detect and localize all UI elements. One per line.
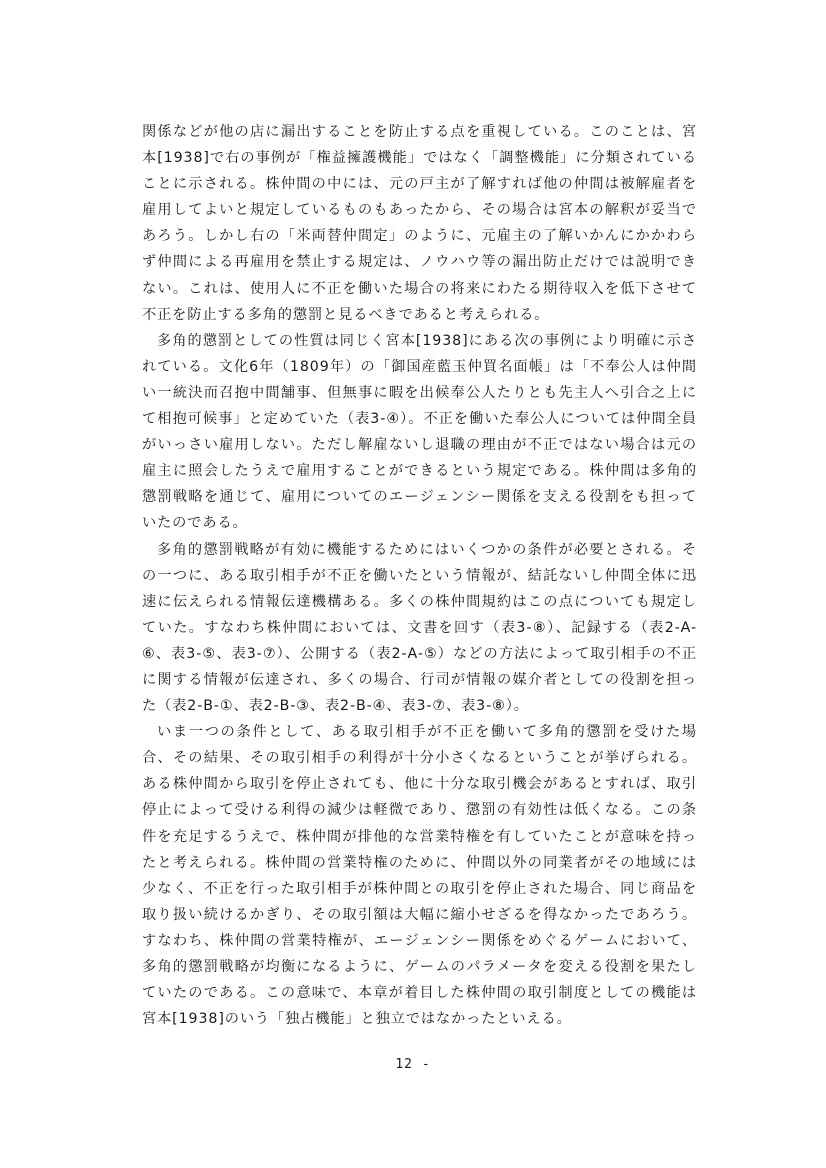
body-text (142, 119, 697, 1032)
paragraph-multilateral-punishment: 多角的懲罰としての性質は同じく宮本[1938]にある次の事例により明確に示されている。文化6年（1809年）の「御国産藍玉仲買名面帳」は「不奉公人は仲間い一統決而召抱中間舗事、但無事に暇を出候奉公人たりとも先主人へ引合之上にて相抱可候事」と定めていた（表3-④）。不正を働いた奉公人については仲間全員がいっさい雇用しない。ただし解雇ないし退職の理由が不正ではない場合は元の雇主に照会したうえで雇用することができるという規定である。株仲間は多角的懲罰戦略を通じて、雇用についてのエージェンシー関係を支える役割をも担っていたのである。 (142, 332, 697, 532)
page-number: 12 - (395, 1057, 431, 1072)
paragraph-information-conditions: 多角的懲罰戦略が有効に機能するためにはいくつかの条件が必要とされる。その一つに、ある取引相手が不正を働いたという情報が、結託ないし仲間全体に迅速に伝えられる情報伝達機構ある。多くの株仲間規約はこの点についても規定していた。すなわち株仲間においては、文書を回す（表3-⑧）、記録する（表2-A-⑥、表3-⑤、表3-⑦）、公開する（表2-A-⑤）などの方法によって取引相手の不正に関する情報が伝達され、多くの場合、行司が情報の媒介者としての役割を担った（表2-B-①、表2-B-③、表2-B-④、表3-⑦、表3-⑧）。 (142, 541, 697, 715)
paragraph-continued: 関係などが他の店に漏出することを防止する点を重視している。このことは、宮本[1938]で右の事例が「権益擁護機能」ではなく「調整機能」に分類されていることに示される。株仲間の中には、元の戸主が了解すれば他の仲間は被解雇者を雇用してよいと規定しているものもあったから、その場合は宮本の解釈が妥当であろう。しかし右の「米両替仲間定」のように、元雇主の了解いかんにかかわらず仲間による再雇用を禁止する規定は、ノウハウ等の漏出防止だけでは説明できない。これは、使用人に不正を働いた場合の将来にわたる期待収入を低下させて不正を防止する多角的懲罰と見るべきであると考えられる。 (142, 124, 697, 323)
paragraph-payoff-conditions: いま一つの条件として、ある取引相手が不正を働いて多角的懲罰を受けた場合、その結果、その取引相手の利得が十分小さくなるということが挙げられる。ある株仲間から取引を停止されても、他に十分な取引機会があるとすれば、取引停止によって受ける利得の減少は軽微であり、懲罰の有効性は低くなる。この条件を充足するうえで、株仲間が排他的な営業特権を有していたことが意味を持ったと考えられる。株仲間の営業特権のために、仲間以外の同業者がその地域には少なく、不正を行った取引相手が株仲間との取引を停止された場合、同じ商品を取り扱い続けるかぎり、その取引額は大幅に縮小せざるを得なかったであろう。すなわち、株仲間の営業特権が、エージェンシー関係をめぐるゲームにおいて、多角的懲罰戦略が均衡になるように、ゲームのパラメータを変える役割を果たしていたのである。この意味で、本章が着目した株仲間の取引制度としての機能は宮本[1938]のいう「独占機能」と独立ではなかったといえる。 (142, 724, 697, 1028)
